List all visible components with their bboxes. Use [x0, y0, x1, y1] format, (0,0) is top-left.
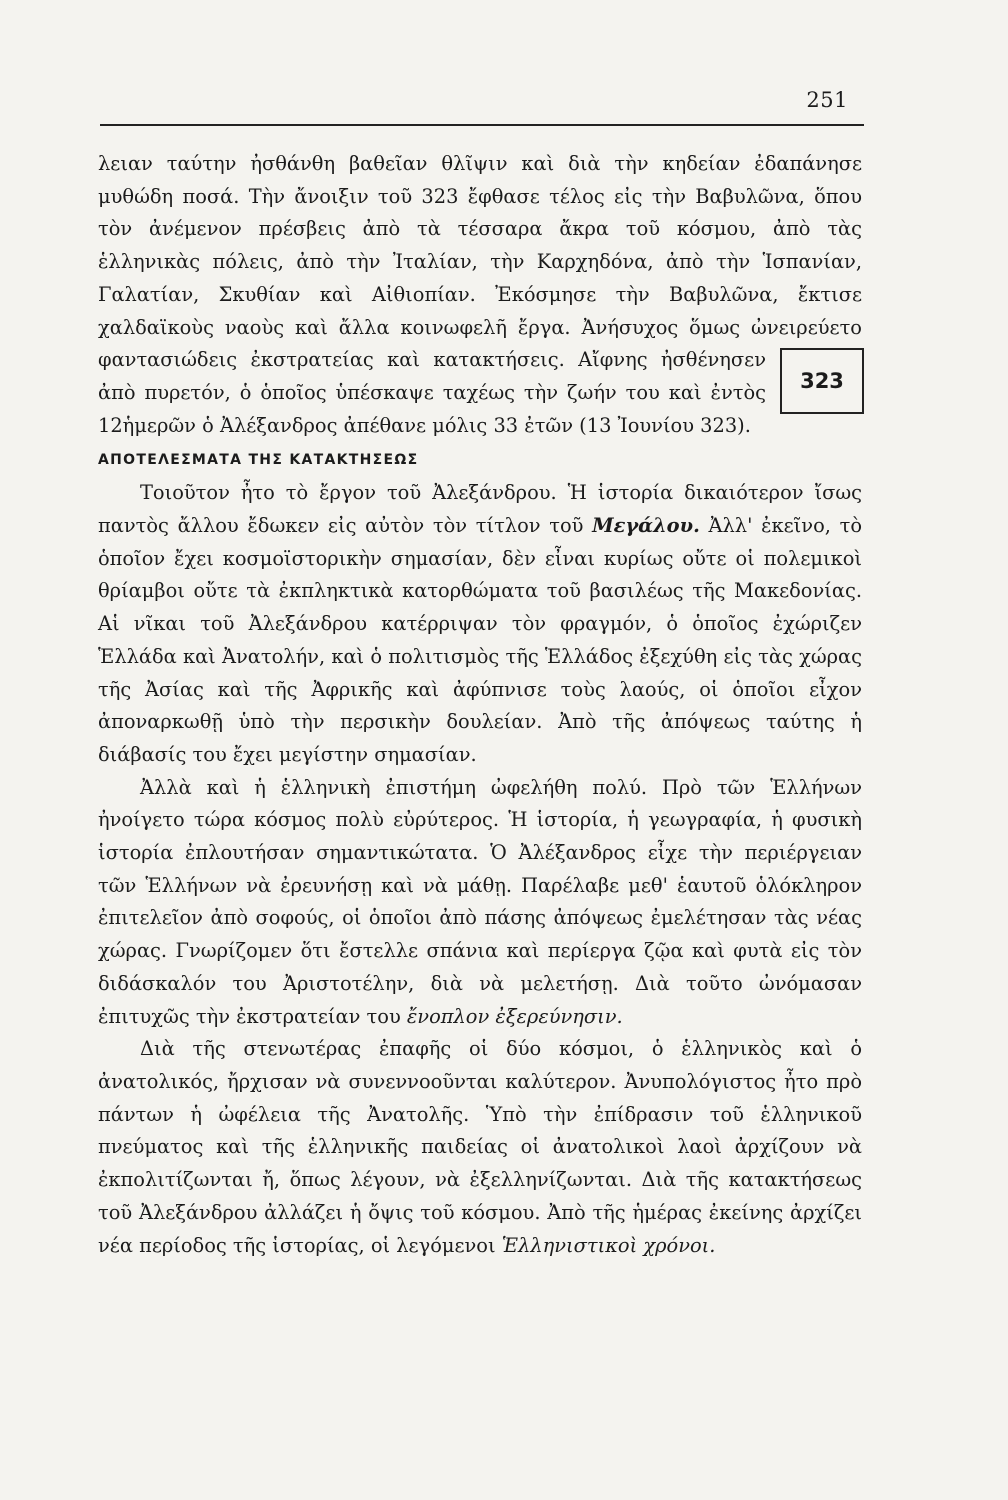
paragraph-3-text: Ἀλλὰ καὶ ἡ ἑλληνικὴ ἐπιστήμη ὠφελήθη πολύ. Πρὸ τῶν Ἑλλήνων ἠνοίγετο τώρα κόσμος πολὺ εὐρύτερος. Ἡ ἱστορία, ἡ γεωγραφία, ἡ φυσικὴ ἱστορία ἐπλουτήσαν σημαντικώτατα. Ὁ Ἀλέξανδρος εἶχε τὴν περιέργειαν τῶν Ἑλλήνων νὰ ἐρευνήσῃ καὶ νὰ μάθῃ. Παρέλαβε μεθ' ἑαυτοῦ ὁλόκληρον ἐπιτελεῖον ἀπὸ σοφούς, οἱ ὁποῖοι ἀπὸ πάσης ἀπόψεως ἐμελέτησαν τὰς νέας χώρας. Γνωρίζομεν ὅτι ἔστελλε σπάνια καὶ περίεργα ζῷα καὶ φυτὰ εἰς τὸν διδάσκαλόν του Ἀριστοτέλην, διὰ νὰ μελετήσῃ. Διὰ τοῦτο ὠνόμασαν ἐπιτυχῶς τὴν ἐκστρατείαν του	[98, 775, 862, 1028]
paragraph-2-text-b: Ἀλλ' ἐκεῖνο, τὸ ὁποῖον ἔχει κοσμοϊστορικὴν σημασίαν, δὲν εἶναι κυρίως οὔτε οἱ πολεμικοὶ θρίαμβοι οὔτε τὰ ἐκπληκτικὰ κατορθώματα τοῦ βασιλέως τῆς Μακεδονίας. Αἱ νῖκαι τοῦ Ἀλεξάνδρου κατέρριψαν τὸν φραγμόν, ὁ ὁποῖος ἐχώριζεν Ἑλλάδα καὶ Ἀνατολήν, καὶ ὁ πολιτισμὸς τῆς Ἑλλάδος ἐξεχύθη εἰς τὰς χώρας τῆς Ἀσίας καὶ τῆς Ἀφρικῆς καὶ ἀφύπνισε τοὺς λαούς, οἱ ὁποῖοι εἶχον ἀποναρκωθῇ ὑπὸ τὴν περσικὴν δουλείαν. Ἀπὸ τῆς ἀπόψεως ταύτης ἡ διάβασίς του ἔχει μεγίστην σημασίαν.	[98, 514, 862, 766]
paragraph-1-text-a: λειαν ταύτην ἠσθάνθη βαθεῖαν θλῖψιν καὶ διὰ τὴν κηδείαν ἐδαπάνησε μυθώδη ποσά. Τὴν ἄνοιξιν τοῦ 323 ἔφθασε τέλος εἰς τὴν Βαβυλῶνα, ὅπου τὸν ἀνέμενον πρέσβεις ἀπὸ τὰ τέσσαρα ἄκρα τοῦ κόσμου, ἀπὸ τὰς ἑλληνικὰς πόλεις, ἀπὸ τὴν Ἰταλίαν, τὴν Καρχηδόνα, ἀπὸ τὴν Ἱσπανίαν, Γαλατίαν, Σκυθίαν καὶ Αἰθιοπίαν. Ἐκόσμησε τὴν Βαβυλῶνα, ἔκτισε χαλδαϊκοὺς ναοὺς καὶ ἄλλα κοινωφελῆ ἔργα. Ἀνήσυχος ὅμως ὠνειρεύετο φαντασιώδεις ἐκστρατείας καὶ κατακτήσεις.	[98, 152, 862, 372]
emphasis-phrase: ἔνοπλον ἐξερεύνησιν.	[406, 1004, 623, 1028]
emphasis-title: Μεγάλου.	[592, 514, 700, 538]
paragraph-1	[98, 148, 862, 442]
body-text	[98, 148, 862, 1262]
page-number: 251	[806, 88, 848, 112]
paragraph-3	[98, 772, 862, 1034]
section-heading: ΑΠΟΤΕΛΕΣΜΑΤΑ ΤΗΣ ΚΑΤΑΚΤΗΣΕΩΣ	[98, 452, 419, 469]
emphasis-era: Ἑλληνιστικοὶ χρόνοι.	[501, 1233, 716, 1257]
header-rule	[100, 124, 864, 126]
margin-year-box: 323	[780, 348, 864, 414]
paragraph-1-text-b: Αἴφνης ἠσθένησεν ἀπὸ πυρετόν, ὁ ὁποῖος ὑπέσκαψε ταχέως τὴν ζωήν του καὶ ἐντὸς 12ἡμερῶν ὁ Ἀλέξανδρος ἀπέθανε μόλις 33 ἐτῶν (13 Ἰουνίου 323).	[98, 348, 766, 437]
paragraph-4-text: Διὰ τῆς στενωτέρας ἐπαφῆς οἱ δύο κόσμοι, ὁ ἑλληνικὸς καὶ ὁ ἀνατολικός, ἤρχισαν νὰ συνεννοοῦνται καλύτερον. Ἀνυπολόγιστος ἦτο πρὸ πάντων ἡ ὠφέλεια τῆς Ἀνατολῆς. Ὑπὸ τὴν ἐπίδρασιν τοῦ ἑλληνικοῦ πνεύματος καὶ τῆς ἑλληνικῆς παιδείας οἱ ἀνατολικοὶ λαοὶ ἀρχίζουν νὰ ἐκπολιτίζωνται ἤ, ὅπως λέγουν, νὰ ἐξελληνίζωνται. Διὰ τῆς κατακτήσεως τοῦ Ἀλεξάνδρου ἀλλάζει ἡ ὄψις τοῦ κόσμου. Ἀπὸ τῆς ἡμέρας ἐκείνης ἀρχίζει νέα περίοδος τῆς ἱστορίας, οἱ λεγόμενοι	[98, 1037, 862, 1257]
paragraph-4	[98, 1033, 862, 1262]
paragraph-2	[98, 477, 862, 771]
paragraph-2-text-a: Τοιοῦτον ἦτο τὸ ἔργον τοῦ Ἀλεξάνδρου. Ἡ ἱστορία δικαιότερον ἴσως παντὸς ἄλλου ἔδωκεν εἰς αὐτὸν τὸν τίτλον τοῦ	[98, 481, 862, 538]
